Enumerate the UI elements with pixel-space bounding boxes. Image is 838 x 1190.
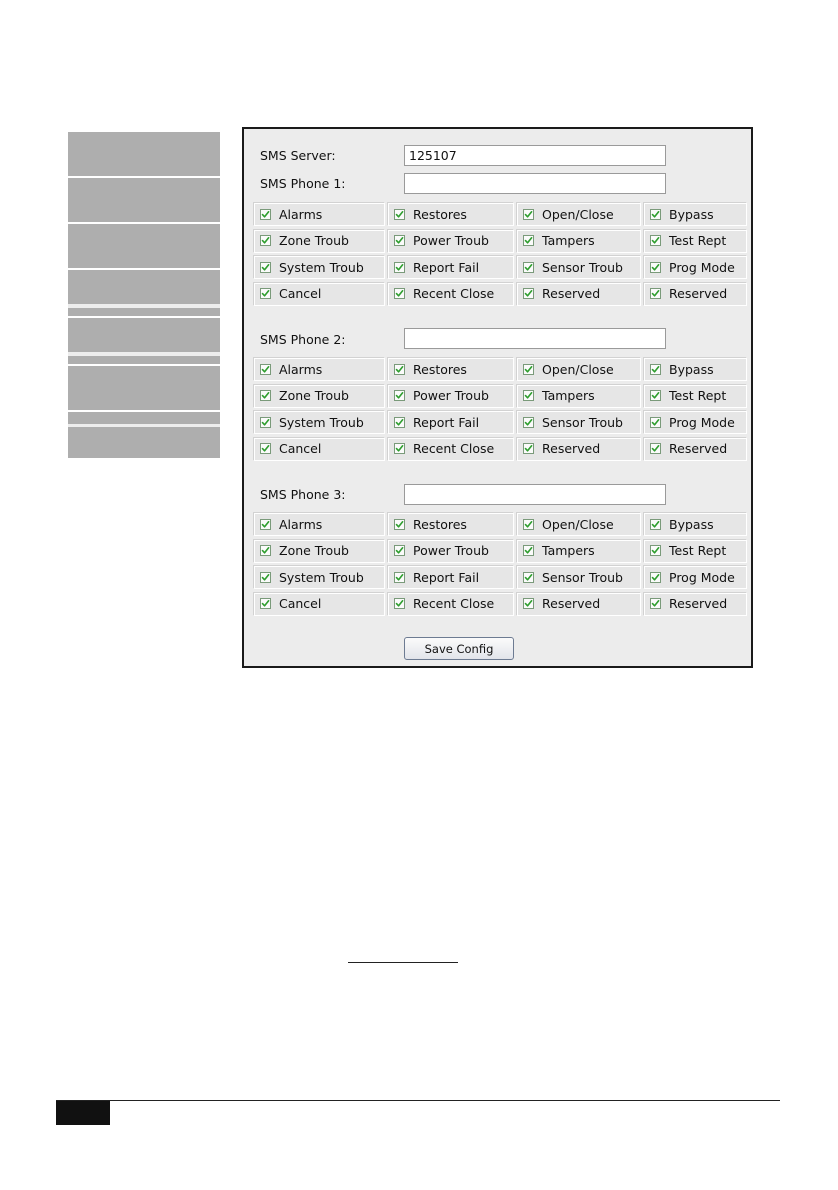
option-label: Zone Troub xyxy=(279,233,349,248)
checkbox-checked-icon[interactable] xyxy=(394,443,405,454)
option-label: Zone Troub xyxy=(279,388,349,403)
checkbox-checked-icon[interactable] xyxy=(260,235,271,246)
checkbox-checked-icon[interactable] xyxy=(394,288,405,299)
sms-config-panel xyxy=(242,127,753,668)
option-label: Sensor Troub xyxy=(542,414,623,430)
checkbox-checked-icon[interactable] xyxy=(394,390,405,401)
option-cell[interactable] xyxy=(387,384,514,408)
sidebar-item[interactable] xyxy=(68,412,220,424)
checkbox-checked-icon[interactable] xyxy=(650,598,661,609)
footer-rule xyxy=(56,1100,780,1101)
sms-phone-3-options xyxy=(253,512,747,618)
checkbox-checked-icon[interactable] xyxy=(394,364,405,375)
option-label: Open/Close xyxy=(542,516,614,532)
option-cell[interactable] xyxy=(387,255,514,279)
checkbox-checked-icon[interactable] xyxy=(650,288,661,299)
option-label: Reserved xyxy=(669,596,728,611)
option-label: Restores xyxy=(413,206,467,222)
option-label: Zone Troub xyxy=(279,543,349,558)
sidebar-item[interactable] xyxy=(68,427,220,458)
checkbox-checked-icon[interactable] xyxy=(260,390,271,401)
checkbox-checked-icon[interactable] xyxy=(650,443,661,454)
checkbox-checked-icon[interactable] xyxy=(260,545,271,556)
option-label: Alarms xyxy=(279,516,323,532)
option-cell[interactable] xyxy=(253,255,385,279)
option-label: Open/Close xyxy=(542,361,614,377)
option-label: Cancel xyxy=(279,596,322,611)
sidebar-item[interactable] xyxy=(68,270,220,304)
option-cell[interactable] xyxy=(643,282,747,306)
sidebar-item[interactable] xyxy=(68,356,220,364)
sidebar-nav xyxy=(68,132,220,458)
checkbox-checked-icon[interactable] xyxy=(394,572,405,583)
checkbox-checked-icon[interactable] xyxy=(523,209,534,220)
sms-phone-2-label: SMS Phone 2: xyxy=(260,332,346,347)
checkbox-checked-icon[interactable] xyxy=(650,209,661,220)
option-cell[interactable] xyxy=(253,592,385,616)
option-label: Reserved xyxy=(542,441,601,456)
option-cell[interactable] xyxy=(516,512,641,536)
option-cell[interactable] xyxy=(643,255,747,279)
option-label: Test Rept xyxy=(669,543,727,558)
option-label: Tampers xyxy=(542,233,595,248)
option-label: Tampers xyxy=(542,388,595,403)
checkbox-checked-icon[interactable] xyxy=(650,572,661,583)
option-cell[interactable] xyxy=(643,565,747,589)
option-label: Recent Close xyxy=(413,286,495,301)
option-cell[interactable] xyxy=(516,384,641,408)
sms-phone-2-input[interactable] xyxy=(404,328,666,349)
option-cell[interactable] xyxy=(253,357,385,381)
option-label: Sensor Troub xyxy=(542,259,623,275)
checkbox-checked-icon[interactable] xyxy=(650,235,661,246)
option-cell[interactable] xyxy=(387,437,514,461)
option-label: Bypass xyxy=(669,516,714,532)
option-cell[interactable] xyxy=(643,357,747,381)
sidebar-item[interactable] xyxy=(68,178,220,222)
checkbox-checked-icon[interactable] xyxy=(523,262,534,273)
option-label: Alarms xyxy=(279,361,323,377)
option-cell[interactable] xyxy=(253,437,385,461)
option-cell[interactable] xyxy=(253,565,385,589)
option-label: Power Troub xyxy=(413,543,489,558)
option-label: Report Fail xyxy=(413,414,480,430)
option-cell[interactable] xyxy=(516,437,641,461)
option-cell[interactable] xyxy=(387,357,514,381)
checkbox-checked-icon[interactable] xyxy=(523,572,534,583)
checkbox-checked-icon[interactable] xyxy=(523,443,534,454)
option-cell[interactable] xyxy=(253,384,385,408)
option-label: System Troub xyxy=(279,259,364,275)
checkbox-checked-icon[interactable] xyxy=(394,262,405,273)
option-cell[interactable] xyxy=(387,592,514,616)
option-label: Cancel xyxy=(279,286,322,301)
option-label: Prog Mode xyxy=(669,569,735,585)
option-cell[interactable] xyxy=(253,282,385,306)
option-cell[interactable] xyxy=(643,437,747,461)
option-label: Recent Close xyxy=(413,441,495,456)
option-cell[interactable] xyxy=(253,410,385,434)
sms-phone-3-input[interactable] xyxy=(404,484,666,505)
option-cell[interactable] xyxy=(387,282,514,306)
checkbox-checked-icon[interactable] xyxy=(260,262,271,273)
option-label: Cancel xyxy=(279,441,322,456)
checkbox-checked-icon[interactable] xyxy=(523,545,534,556)
option-cell[interactable] xyxy=(643,202,747,226)
sms-server-label: SMS Server: xyxy=(260,148,336,163)
checkbox-checked-icon[interactable] xyxy=(394,209,405,220)
underline-rule xyxy=(348,962,458,963)
checkbox-checked-icon[interactable] xyxy=(650,417,661,428)
checkbox-checked-icon[interactable] xyxy=(523,235,534,246)
option-label: Recent Close xyxy=(413,596,495,611)
checkbox-checked-icon[interactable] xyxy=(523,364,534,375)
option-label: Power Troub xyxy=(413,233,489,248)
option-label: Bypass xyxy=(669,206,714,222)
option-cell[interactable] xyxy=(387,565,514,589)
option-label: Reserved xyxy=(542,286,601,301)
checkbox-checked-icon[interactable] xyxy=(260,364,271,375)
checkbox-checked-icon[interactable] xyxy=(394,519,405,530)
option-label: Test Rept xyxy=(669,233,727,248)
option-cell[interactable] xyxy=(643,512,747,536)
checkbox-checked-icon[interactable] xyxy=(260,417,271,428)
option-cell[interactable] xyxy=(253,229,385,253)
option-label: Open/Close xyxy=(542,206,614,222)
option-cell[interactable] xyxy=(516,410,641,434)
checkbox-checked-icon[interactable] xyxy=(523,519,534,530)
option-label: Sensor Troub xyxy=(542,569,623,585)
option-cell[interactable] xyxy=(643,229,747,253)
checkbox-checked-icon[interactable] xyxy=(650,262,661,273)
sidebar-item[interactable] xyxy=(68,366,220,410)
sidebar-item[interactable] xyxy=(68,224,220,268)
sms-phone-3-label: SMS Phone 3: xyxy=(260,487,346,502)
checkbox-checked-icon[interactable] xyxy=(260,288,271,299)
checkbox-checked-icon[interactable] xyxy=(394,417,405,428)
option-cell[interactable] xyxy=(516,229,641,253)
option-cell[interactable] xyxy=(516,202,641,226)
option-cell[interactable] xyxy=(253,202,385,226)
sidebar-item[interactable] xyxy=(68,308,220,316)
checkbox-checked-icon[interactable] xyxy=(260,443,271,454)
option-cell[interactable] xyxy=(387,229,514,253)
checkbox-checked-icon[interactable] xyxy=(394,598,405,609)
option-cell[interactable] xyxy=(516,282,641,306)
option-cell[interactable] xyxy=(516,539,641,563)
checkbox-checked-icon[interactable] xyxy=(260,209,271,220)
option-label: System Troub xyxy=(279,414,364,430)
option-label: Reserved xyxy=(542,596,601,611)
checkbox-checked-icon[interactable] xyxy=(523,598,534,609)
option-cell[interactable] xyxy=(516,357,641,381)
checkbox-checked-icon[interactable] xyxy=(650,519,661,530)
option-cell[interactable] xyxy=(643,592,747,616)
checkbox-checked-icon[interactable] xyxy=(394,235,405,246)
sms-phone-2-options xyxy=(253,357,747,463)
option-label: Bypass xyxy=(669,361,714,377)
option-cell[interactable] xyxy=(516,255,641,279)
option-cell[interactable] xyxy=(643,410,747,434)
sidebar-item[interactable] xyxy=(68,132,220,176)
option-label: Power Troub xyxy=(413,388,489,403)
checkbox-checked-icon[interactable] xyxy=(394,545,405,556)
checkbox-checked-icon[interactable] xyxy=(523,288,534,299)
option-cell[interactable] xyxy=(387,512,514,536)
option-label: Prog Mode xyxy=(669,259,735,275)
checkbox-checked-icon[interactable] xyxy=(260,572,271,583)
option-label: Prog Mode xyxy=(669,414,735,430)
page-number-block xyxy=(56,1101,110,1125)
option-label: Reserved xyxy=(669,286,728,301)
sms-phone-1-label: SMS Phone 1: xyxy=(260,176,346,191)
option-label: Test Rept xyxy=(669,388,727,403)
checkbox-checked-icon[interactable] xyxy=(523,390,534,401)
page-top xyxy=(0,0,838,1)
sidebar-item[interactable] xyxy=(68,318,220,352)
option-label: Restores xyxy=(413,516,467,532)
sms-phone-1-options xyxy=(253,202,747,308)
option-label: System Troub xyxy=(279,569,364,585)
sms-phone-1-input[interactable] xyxy=(404,173,666,194)
option-label: Tampers xyxy=(542,543,595,558)
option-cell[interactable] xyxy=(387,539,514,563)
option-label: Report Fail xyxy=(413,259,480,275)
checkbox-checked-icon[interactable] xyxy=(650,390,661,401)
option-label: Alarms xyxy=(279,206,323,222)
checkbox-checked-icon[interactable] xyxy=(523,417,534,428)
option-cell[interactable] xyxy=(643,384,747,408)
option-cell[interactable] xyxy=(253,539,385,563)
option-cell[interactable] xyxy=(387,202,514,226)
option-cell[interactable] xyxy=(516,592,641,616)
option-cell[interactable] xyxy=(253,512,385,536)
option-label: Reserved xyxy=(669,441,728,456)
sms-server-input[interactable] xyxy=(404,145,666,166)
checkbox-checked-icon[interactable] xyxy=(260,519,271,530)
option-cell[interactable] xyxy=(387,410,514,434)
checkbox-checked-icon[interactable] xyxy=(260,598,271,609)
checkbox-checked-icon[interactable] xyxy=(650,545,661,556)
option-cell[interactable] xyxy=(643,539,747,563)
checkbox-checked-icon[interactable] xyxy=(650,364,661,375)
option-label: Report Fail xyxy=(413,569,480,585)
option-label: Restores xyxy=(413,361,467,377)
option-cell[interactable] xyxy=(516,565,641,589)
save-config-button[interactable]: Save Config xyxy=(404,637,514,660)
